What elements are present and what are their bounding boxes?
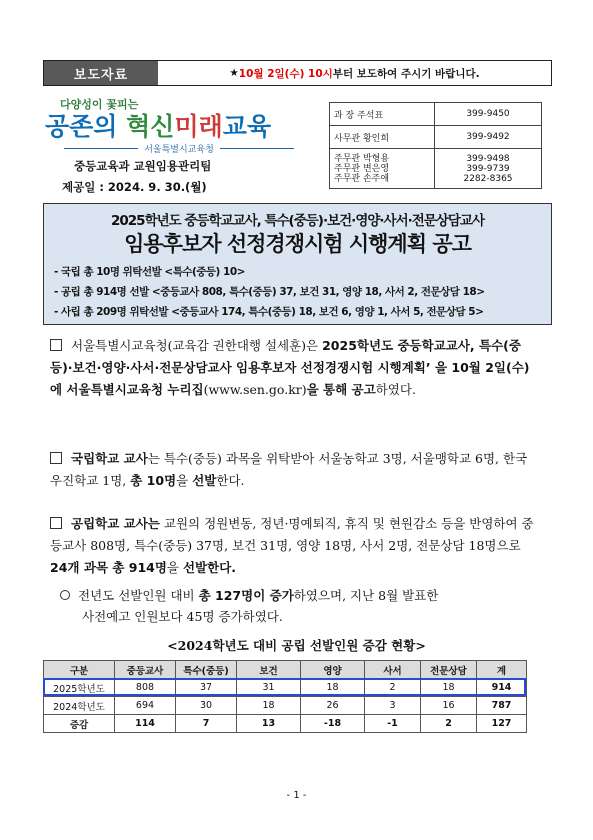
contact-tel: 399-9739 <box>466 163 510 174</box>
contact-name: 주무관 변은영 <box>334 163 390 174</box>
contact-name: 주무관 박형용 <box>334 153 390 164</box>
para2-a: 국립학교 교사 <box>71 451 148 466</box>
para1-a: 서울특별시교육청(교육감 권한대행 설세훈)은 <box>71 338 323 353</box>
contact-tel: 399-9492 <box>435 126 542 149</box>
table-header-row <box>44 661 527 679</box>
col-header: 구분 <box>44 661 115 679</box>
logo-main <box>45 107 271 143</box>
table-cell: 31 <box>237 679 301 697</box>
col-header: 특수(중등) <box>176 661 237 679</box>
table-cell: 2025학년도 <box>44 679 115 697</box>
contact-tel-group <box>435 149 542 189</box>
contact-row <box>330 149 542 189</box>
contact-tel: 2282-8365 <box>463 173 513 184</box>
paragraph-3 <box>50 513 535 579</box>
press-release-bar <box>43 60 552 86</box>
star-icon: ★ <box>229 67 239 79</box>
checkbox-bullet-icon <box>50 339 62 351</box>
table-cell: 2 <box>421 715 477 733</box>
table-cell: 13 <box>237 715 301 733</box>
logo-main-b: 혁신 <box>126 112 175 141</box>
col-header: 사서 <box>365 661 421 679</box>
col-header: 보건 <box>237 661 301 679</box>
contact-row <box>330 126 542 149</box>
para2-b: 는 특수(중등) 과목을 위탁받아 서울농학교 3명, 서울맹학교 6명, 한국우진학교 1명, <box>50 451 528 488</box>
press-label: 보도자료 <box>44 61 158 85</box>
release-date: 제공일 : 2024. 9. 30.(월) <box>62 180 207 194</box>
logo-sub <box>64 142 294 155</box>
para1-c: (www.sen.go.kr) <box>203 382 307 397</box>
table-cell: 2 <box>365 679 421 697</box>
divider <box>64 148 138 149</box>
table-cell: 114 <box>115 715 176 733</box>
para1-d: 을 통해 공고 <box>306 382 376 397</box>
title-bullet: - 국립 총 10명 위탁선발 <특수(중등) 10> <box>54 266 245 278</box>
para2-e: 선발 <box>192 473 217 488</box>
highlight-box <box>43 678 526 696</box>
table-row <box>44 697 527 715</box>
table-cell: 16 <box>421 697 477 715</box>
table-cell: 2024학년도 <box>44 697 115 715</box>
contact-name: 사무관 황인희 <box>330 126 435 149</box>
sub-bullet <box>60 585 535 627</box>
para3-a: 공립학교 교사는 <box>71 516 160 531</box>
table-cell: 18 <box>237 697 301 715</box>
circle-bullet-icon <box>60 590 70 600</box>
page-title: 임용후보자 선정경쟁시험 시행계획 공고 <box>124 232 471 256</box>
logo-main-c: 미래 <box>174 112 223 141</box>
col-header: 중등교사 <box>115 661 176 679</box>
stats-table <box>43 660 527 733</box>
logo-sub-text: 서울특별시교육청 <box>144 145 214 155</box>
para2-c: 총 10명 <box>130 473 177 488</box>
table-cell: 694 <box>115 697 176 715</box>
table-row <box>44 715 527 733</box>
table-cell: 18 <box>421 679 477 697</box>
table-cell: 7 <box>176 715 237 733</box>
department: 중등교육과 교원임용관리팀 <box>74 159 212 173</box>
title-line1: 2025학년도 중등학교교사, 특수(중등)·보건·영양·사서·전문상담교사 <box>111 213 484 229</box>
title-bullet: - 사립 총 209명 위탁선발 <중등교사 174, 특수(중등) 18, 보건 6, 영양 1, 사서 5, 전문상담 5> <box>54 306 484 318</box>
table-cell: 37 <box>176 679 237 697</box>
title-bullet: - 공립 총 914명 선발 <중등교사 808, 특수(중등) 37, 보건 31, 영양 18, 사서 2, 전문상담 18> <box>54 286 485 298</box>
divider <box>220 148 294 149</box>
para2-f: 한다. <box>216 473 245 488</box>
sub1-d: 사전예고 인원보다 45명 증가하였다. <box>82 609 283 624</box>
page-number: - 1 - <box>286 790 307 801</box>
table-cell: 3 <box>365 697 421 715</box>
table-cell: -1 <box>365 715 421 733</box>
para3-c: 24개 과목 총 914명 <box>50 560 167 575</box>
contact-name: 과 장 주석표 <box>330 103 435 126</box>
para3-b: 교원의 정원변동, 정년·명예퇴직, 휴직 및 현원감소 등을 반영하여 중등교사 808명, 특수(중등) 37명, 보건 31명, 영양 18명, 사서 2명, 전문상담 18명으로 <box>50 516 534 553</box>
contact-tel: 399-9498 <box>466 153 510 164</box>
embargo-time: 10월 2일(수) 10시 <box>238 67 333 80</box>
contact-row <box>330 103 542 126</box>
sub1-c: 하였으며, 지난 8월 발표한 <box>293 588 439 603</box>
col-header: 영양 <box>301 661 365 679</box>
table-cell: -18 <box>301 715 365 733</box>
logo-main-d: 교육 <box>222 112 272 141</box>
sub1-b: 총 127명이 증가 <box>198 588 294 603</box>
table-cell: 30 <box>176 697 237 715</box>
para3-d: 을 <box>166 560 183 575</box>
table-cell: 증감 <box>44 715 115 733</box>
sub1-a: 전년도 선발인원 대비 <box>78 588 199 603</box>
table-cell: 26 <box>301 697 365 715</box>
para3-e: 선발한다. <box>182 560 237 575</box>
checkbox-bullet-icon <box>50 517 62 529</box>
table-cell: 808 <box>115 679 176 697</box>
table-cell: 914 <box>477 679 527 697</box>
para2-d: 을 <box>176 473 193 488</box>
contact-name: 주무관 손주애 <box>334 173 390 184</box>
sub-line-1 <box>60 585 535 606</box>
table-cell: 127 <box>477 715 527 733</box>
table-title: <2024학년도 대비 공립 선발인원 증감 현황> <box>167 638 426 653</box>
col-header: 전문상담 <box>421 661 477 679</box>
col-header: 계 <box>477 661 527 679</box>
para1-e: 하였다. <box>375 382 416 397</box>
table-cell: 18 <box>301 679 365 697</box>
contact-tel: 399-9450 <box>435 103 542 126</box>
logo-slogan: 다양성이 꽃피는 <box>60 98 139 111</box>
para1-b: 2025학년도 중등학교교사, 특수(중등)·보건·영양·사서·전문상담교사 임용후보자 선정경쟁시험 시행계획’ 을 10월 2일(수)에 서울특별시교육청 누리집 <box>50 338 530 397</box>
logo-main-a: 공존의 <box>45 112 127 141</box>
contact-name-group <box>330 149 435 189</box>
table-cell: 787 <box>477 697 527 715</box>
contact-table <box>329 102 542 189</box>
embargo-note <box>158 61 551 85</box>
embargo-text: 부터 보도하여 주시기 바랍니다. <box>332 67 480 80</box>
paragraph-1 <box>50 335 535 401</box>
title-box <box>43 203 552 325</box>
paragraph-2 <box>50 448 535 492</box>
checkbox-bullet-icon <box>50 452 62 464</box>
